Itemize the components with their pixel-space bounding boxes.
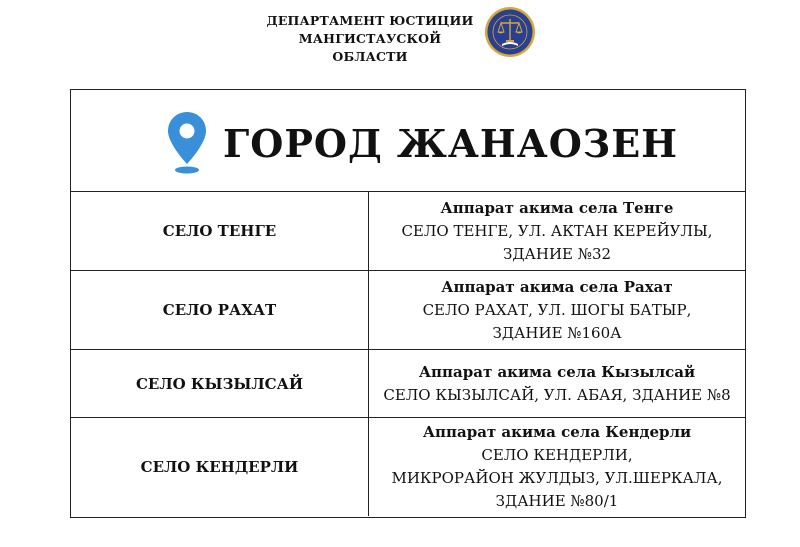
addresses-table [70, 89, 746, 518]
village-name: СЕЛО РАХАТ [71, 271, 369, 349]
organization-name [262, 12, 478, 66]
table-row [71, 350, 745, 418]
city-title: ГОРОД ЖАНАОЗЕН [223, 121, 679, 166]
table-row [71, 418, 745, 516]
table-row [71, 192, 745, 271]
address-cell [369, 192, 745, 270]
address-line: СЕЛО КЫЗЫЛСАЙ, УЛ. АБАЯ, ЗДАНИЕ №8 [383, 385, 731, 404]
office-name: Аппарат акима села Рахат [441, 277, 673, 296]
document-header [0, 8, 800, 64]
office-name: Аппарат акима села Кызылсай [418, 362, 696, 381]
justice-department-emblem-icon [484, 6, 536, 58]
address-cell [369, 271, 745, 349]
village-name: СЕЛО ТЕНГЕ [71, 192, 369, 270]
address-line: ЗДАНИЕ №32 [502, 244, 612, 263]
office-name: Аппарат акима села Тенге [440, 198, 674, 217]
address-line: МИКРОРАЙОН ЖУЛДЫЗ, УЛ.ШЕРКАЛА, [391, 469, 723, 487]
village-name: СЕЛО КЫЗЫЛСАЙ [71, 350, 369, 417]
city-title-row [71, 90, 745, 192]
organization-name-line-1: ДЕПАРТАМЕНТ ЮСТИЦИИ [266, 13, 474, 28]
address-line: СЕЛО КЕНДЕРЛИ, [481, 446, 633, 464]
address-cell [369, 418, 745, 516]
address-cell [369, 350, 745, 417]
office-name: Аппарат акима села Кендерли [422, 423, 692, 441]
table-row [71, 271, 745, 350]
organization-name-line-2: МАНГИСТАУСКОЙ ОБЛАСТИ [298, 31, 442, 64]
address-line: СЕЛО ТЕНГЕ, УЛ. АКТАН КЕРЕЙУЛЫ, [401, 221, 713, 240]
village-name: СЕЛО КЕНДЕРЛИ [71, 418, 369, 516]
address-line: ЗДАНИЕ №80/1 [495, 492, 619, 510]
address-line: ЗДАНИЕ №160А [492, 323, 622, 342]
address-line: СЕЛО РАХАТ, УЛ. ШОГЫ БАТЫР, [422, 300, 692, 319]
location-pin-icon [165, 110, 209, 176]
